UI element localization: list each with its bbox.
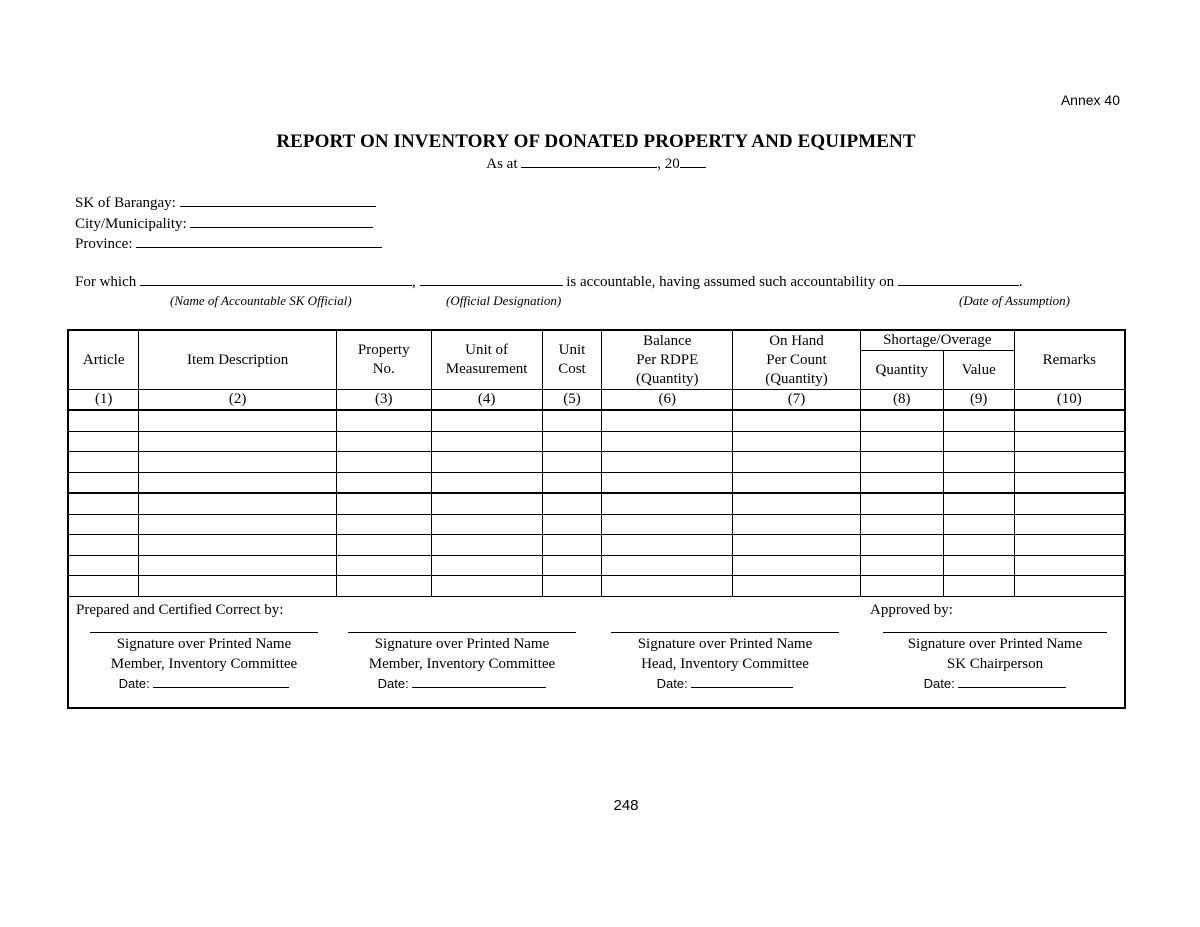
- table-cell[interactable]: [68, 555, 139, 576]
- table-cell[interactable]: [542, 493, 602, 514]
- signature-line[interactable]: [611, 632, 839, 633]
- header-unit-of-measurement: Unit of Measurement: [431, 330, 542, 390]
- table-cell[interactable]: [431, 452, 542, 473]
- annex-label: Annex 40: [1060, 92, 1120, 108]
- signature-section: [68, 596, 1125, 708]
- signatory-line2: Member, Inventory Committee: [368, 655, 556, 672]
- accountable-text: is accountable, having assumed such accountability on: [566, 274, 895, 290]
- caption-date-assumption: (Date of Assumption): [959, 293, 1070, 308]
- table-cell[interactable]: [431, 472, 542, 493]
- table-cell[interactable]: [431, 535, 542, 556]
- column-number-row: [68, 390, 1125, 411]
- table-cell[interactable]: [336, 576, 431, 597]
- table-row: [68, 535, 1125, 556]
- table-cell[interactable]: [1014, 410, 1125, 431]
- table-cell[interactable]: [542, 431, 602, 452]
- signatory-line1: Signature over Printed Name: [116, 635, 292, 652]
- signatory-block: [90, 632, 318, 694]
- signatory-line2: SK Chairperson: [946, 655, 1044, 672]
- column-number: (8): [860, 390, 943, 411]
- column-number: (5): [542, 390, 602, 411]
- signature-row: [68, 596, 1125, 708]
- header-balance-per-rdpe: Balance Per RDPE (Quantity): [602, 330, 733, 390]
- approved-label: Approved by:: [870, 601, 953, 618]
- table-cell[interactable]: [733, 555, 861, 576]
- signatory-block: [883, 632, 1107, 694]
- table-cell[interactable]: [860, 472, 943, 493]
- caption-designation: (Official Designation): [446, 293, 562, 308]
- table-cell[interactable]: [943, 410, 1014, 431]
- column-number: (6): [602, 390, 733, 411]
- table-cell[interactable]: [68, 514, 139, 535]
- as-at-prefix: As at: [486, 156, 518, 172]
- table-cell[interactable]: [431, 410, 542, 431]
- table-cell[interactable]: [733, 535, 861, 556]
- table-cell[interactable]: [943, 535, 1014, 556]
- table-cell[interactable]: [733, 431, 861, 452]
- table-cell[interactable]: [860, 555, 943, 576]
- table-cell[interactable]: [542, 535, 602, 556]
- table-cell[interactable]: [943, 514, 1014, 535]
- table-row: [68, 555, 1125, 576]
- signatory-line2: Member, Inventory Committee: [110, 655, 298, 672]
- table-cell[interactable]: [542, 576, 602, 597]
- designation-blank[interactable]: [420, 272, 563, 286]
- table-cell[interactable]: [602, 514, 733, 535]
- header-article: Article: [68, 330, 139, 390]
- report-title: REPORT ON INVENTORY OF DONATED PROPERTY AND EQUIPMENT: [276, 131, 916, 152]
- as-at-line: [0, 154, 1192, 173]
- table-cell[interactable]: [943, 431, 1014, 452]
- header-value: Value: [943, 351, 1014, 390]
- table-cell[interactable]: [139, 452, 336, 473]
- table-cell[interactable]: [733, 410, 861, 431]
- city-label: City/Municipality:: [75, 215, 187, 232]
- column-number: (9): [943, 390, 1014, 411]
- table-cell[interactable]: [139, 493, 336, 514]
- table-cell[interactable]: [1014, 576, 1125, 597]
- table-cell[interactable]: [68, 410, 139, 431]
- table-cell[interactable]: [139, 576, 336, 597]
- province-blank[interactable]: [136, 234, 382, 248]
- table-cell[interactable]: [1014, 535, 1125, 556]
- table-cell[interactable]: [943, 452, 1014, 473]
- table-cell[interactable]: [1014, 555, 1125, 576]
- signatory-line2: Head, Inventory Committee: [641, 655, 809, 672]
- assumption-date-blank[interactable]: [898, 272, 1019, 286]
- table-cell[interactable]: [542, 514, 602, 535]
- column-number: (1): [68, 390, 139, 411]
- table-cell[interactable]: [431, 431, 542, 452]
- official-name-blank[interactable]: [140, 272, 412, 286]
- table-cell[interactable]: [602, 452, 733, 473]
- column-number: (7): [733, 390, 861, 411]
- table-cell[interactable]: [860, 535, 943, 556]
- accountability-line: For which , is accountable, having assumed such accountability on .: [75, 274, 1023, 290]
- table-cell[interactable]: [860, 452, 943, 473]
- table-cell[interactable]: [68, 472, 139, 493]
- table-cell[interactable]: [542, 555, 602, 576]
- table-cell[interactable]: [860, 431, 943, 452]
- table-cell[interactable]: [733, 452, 861, 473]
- table-cell[interactable]: [336, 514, 431, 535]
- for-which-label: For which: [75, 274, 137, 290]
- table-cell[interactable]: [336, 431, 431, 452]
- table-cell[interactable]: [68, 493, 139, 514]
- barangay-blank[interactable]: [180, 193, 376, 207]
- signatory-line1: Signature over Printed Name: [907, 635, 1083, 652]
- caption-official-name: (Name of Accountable SK Official): [170, 293, 352, 308]
- date-field[interactable]: Date:: [883, 674, 1107, 694]
- header-quantity: Quantity: [860, 351, 943, 390]
- table-cell[interactable]: [733, 472, 861, 493]
- table-cell[interactable]: [139, 472, 336, 493]
- table-cell[interactable]: [431, 576, 542, 597]
- table-row: [68, 514, 1125, 535]
- signatory-block: [611, 632, 839, 694]
- table-cell[interactable]: [1014, 431, 1125, 452]
- column-number: (10): [1014, 390, 1125, 411]
- location-info: [75, 193, 382, 255]
- signatory-line1: Signature over Printed Name: [374, 635, 550, 652]
- table-row: [68, 452, 1125, 473]
- table-cell[interactable]: [943, 555, 1014, 576]
- column-number: (3): [336, 390, 431, 411]
- table-cell[interactable]: [1014, 472, 1125, 493]
- table-cell[interactable]: [542, 410, 602, 431]
- table-cell[interactable]: [1014, 493, 1125, 514]
- table-cell[interactable]: [336, 472, 431, 493]
- table-row: [68, 576, 1125, 597]
- table-cell[interactable]: [68, 452, 139, 473]
- table-cell[interactable]: [336, 535, 431, 556]
- table-cell[interactable]: [68, 431, 139, 452]
- table-row: [68, 493, 1125, 514]
- table-cell[interactable]: [733, 493, 861, 514]
- table-row: [68, 410, 1125, 431]
- table-cell[interactable]: [431, 493, 542, 514]
- table-cell[interactable]: [602, 410, 733, 431]
- signatory-block: [348, 632, 576, 694]
- table-cell[interactable]: [1014, 452, 1125, 473]
- table-cell[interactable]: [139, 410, 336, 431]
- table-cell[interactable]: [943, 493, 1014, 514]
- column-number: (4): [431, 390, 542, 411]
- as-at-middle: , 20: [657, 156, 680, 172]
- table-cell[interactable]: [542, 472, 602, 493]
- header-property-no: Property No.: [336, 330, 431, 390]
- table-cell[interactable]: [733, 576, 861, 597]
- header-item-description: Item Description: [139, 330, 336, 390]
- column-number: (2): [139, 390, 336, 411]
- date-field[interactable]: Date:: [348, 674, 576, 694]
- table-cell[interactable]: [542, 452, 602, 473]
- table-cell[interactable]: [431, 555, 542, 576]
- date-field[interactable]: Date:: [90, 674, 318, 694]
- header-unit-cost: Unit Cost: [542, 330, 602, 390]
- inventory-table: [67, 329, 1126, 709]
- as-at-year-blank[interactable]: [680, 154, 706, 168]
- table-cell[interactable]: [139, 514, 336, 535]
- table-cell[interactable]: [336, 452, 431, 473]
- table-cell[interactable]: [602, 493, 733, 514]
- table-cell[interactable]: [602, 555, 733, 576]
- header-on-hand-per-count: On Hand Per Count (Quantity): [733, 330, 861, 390]
- signature-line[interactable]: [883, 632, 1107, 633]
- table-cell[interactable]: [602, 431, 733, 452]
- table-cell[interactable]: [860, 410, 943, 431]
- table-cell[interactable]: [1014, 514, 1125, 535]
- barangay-label: SK of Barangay:: [75, 195, 176, 211]
- signature-line[interactable]: [90, 632, 318, 633]
- table-cell[interactable]: [943, 576, 1014, 597]
- city-blank[interactable]: [190, 214, 373, 228]
- table-cell[interactable]: [139, 555, 336, 576]
- table-cell[interactable]: [860, 514, 943, 535]
- table-cell[interactable]: [860, 493, 943, 514]
- table-row: [68, 472, 1125, 493]
- table-cell[interactable]: [68, 535, 139, 556]
- table-cell[interactable]: [602, 535, 733, 556]
- table-cell[interactable]: [602, 576, 733, 597]
- table-cell[interactable]: [431, 514, 542, 535]
- date-field[interactable]: Date:: [611, 674, 839, 694]
- table-cell[interactable]: [943, 472, 1014, 493]
- table-body: [68, 410, 1125, 596]
- table-cell[interactable]: [139, 431, 336, 452]
- table-cell[interactable]: [336, 410, 431, 431]
- prepared-label: Prepared and Certified Correct by:: [76, 601, 284, 618]
- table-row: [68, 431, 1125, 452]
- signatory-line1: Signature over Printed Name: [637, 635, 813, 652]
- header-remarks: Remarks: [1014, 330, 1125, 390]
- table-cell[interactable]: [139, 535, 336, 556]
- table-cell[interactable]: [860, 576, 943, 597]
- table-cell[interactable]: [336, 555, 431, 576]
- as-at-date-blank[interactable]: [521, 154, 657, 168]
- signature-line[interactable]: [348, 632, 576, 633]
- header-row-1: [68, 330, 1125, 351]
- province-label: Province:: [75, 236, 133, 252]
- page-number: 248: [613, 797, 639, 814]
- table-cell[interactable]: [68, 576, 139, 597]
- table-cell[interactable]: [602, 472, 733, 493]
- header-shortage-overage: Shortage/Overage: [860, 330, 1014, 351]
- table-cell[interactable]: [336, 493, 431, 514]
- table-cell[interactable]: [733, 514, 861, 535]
